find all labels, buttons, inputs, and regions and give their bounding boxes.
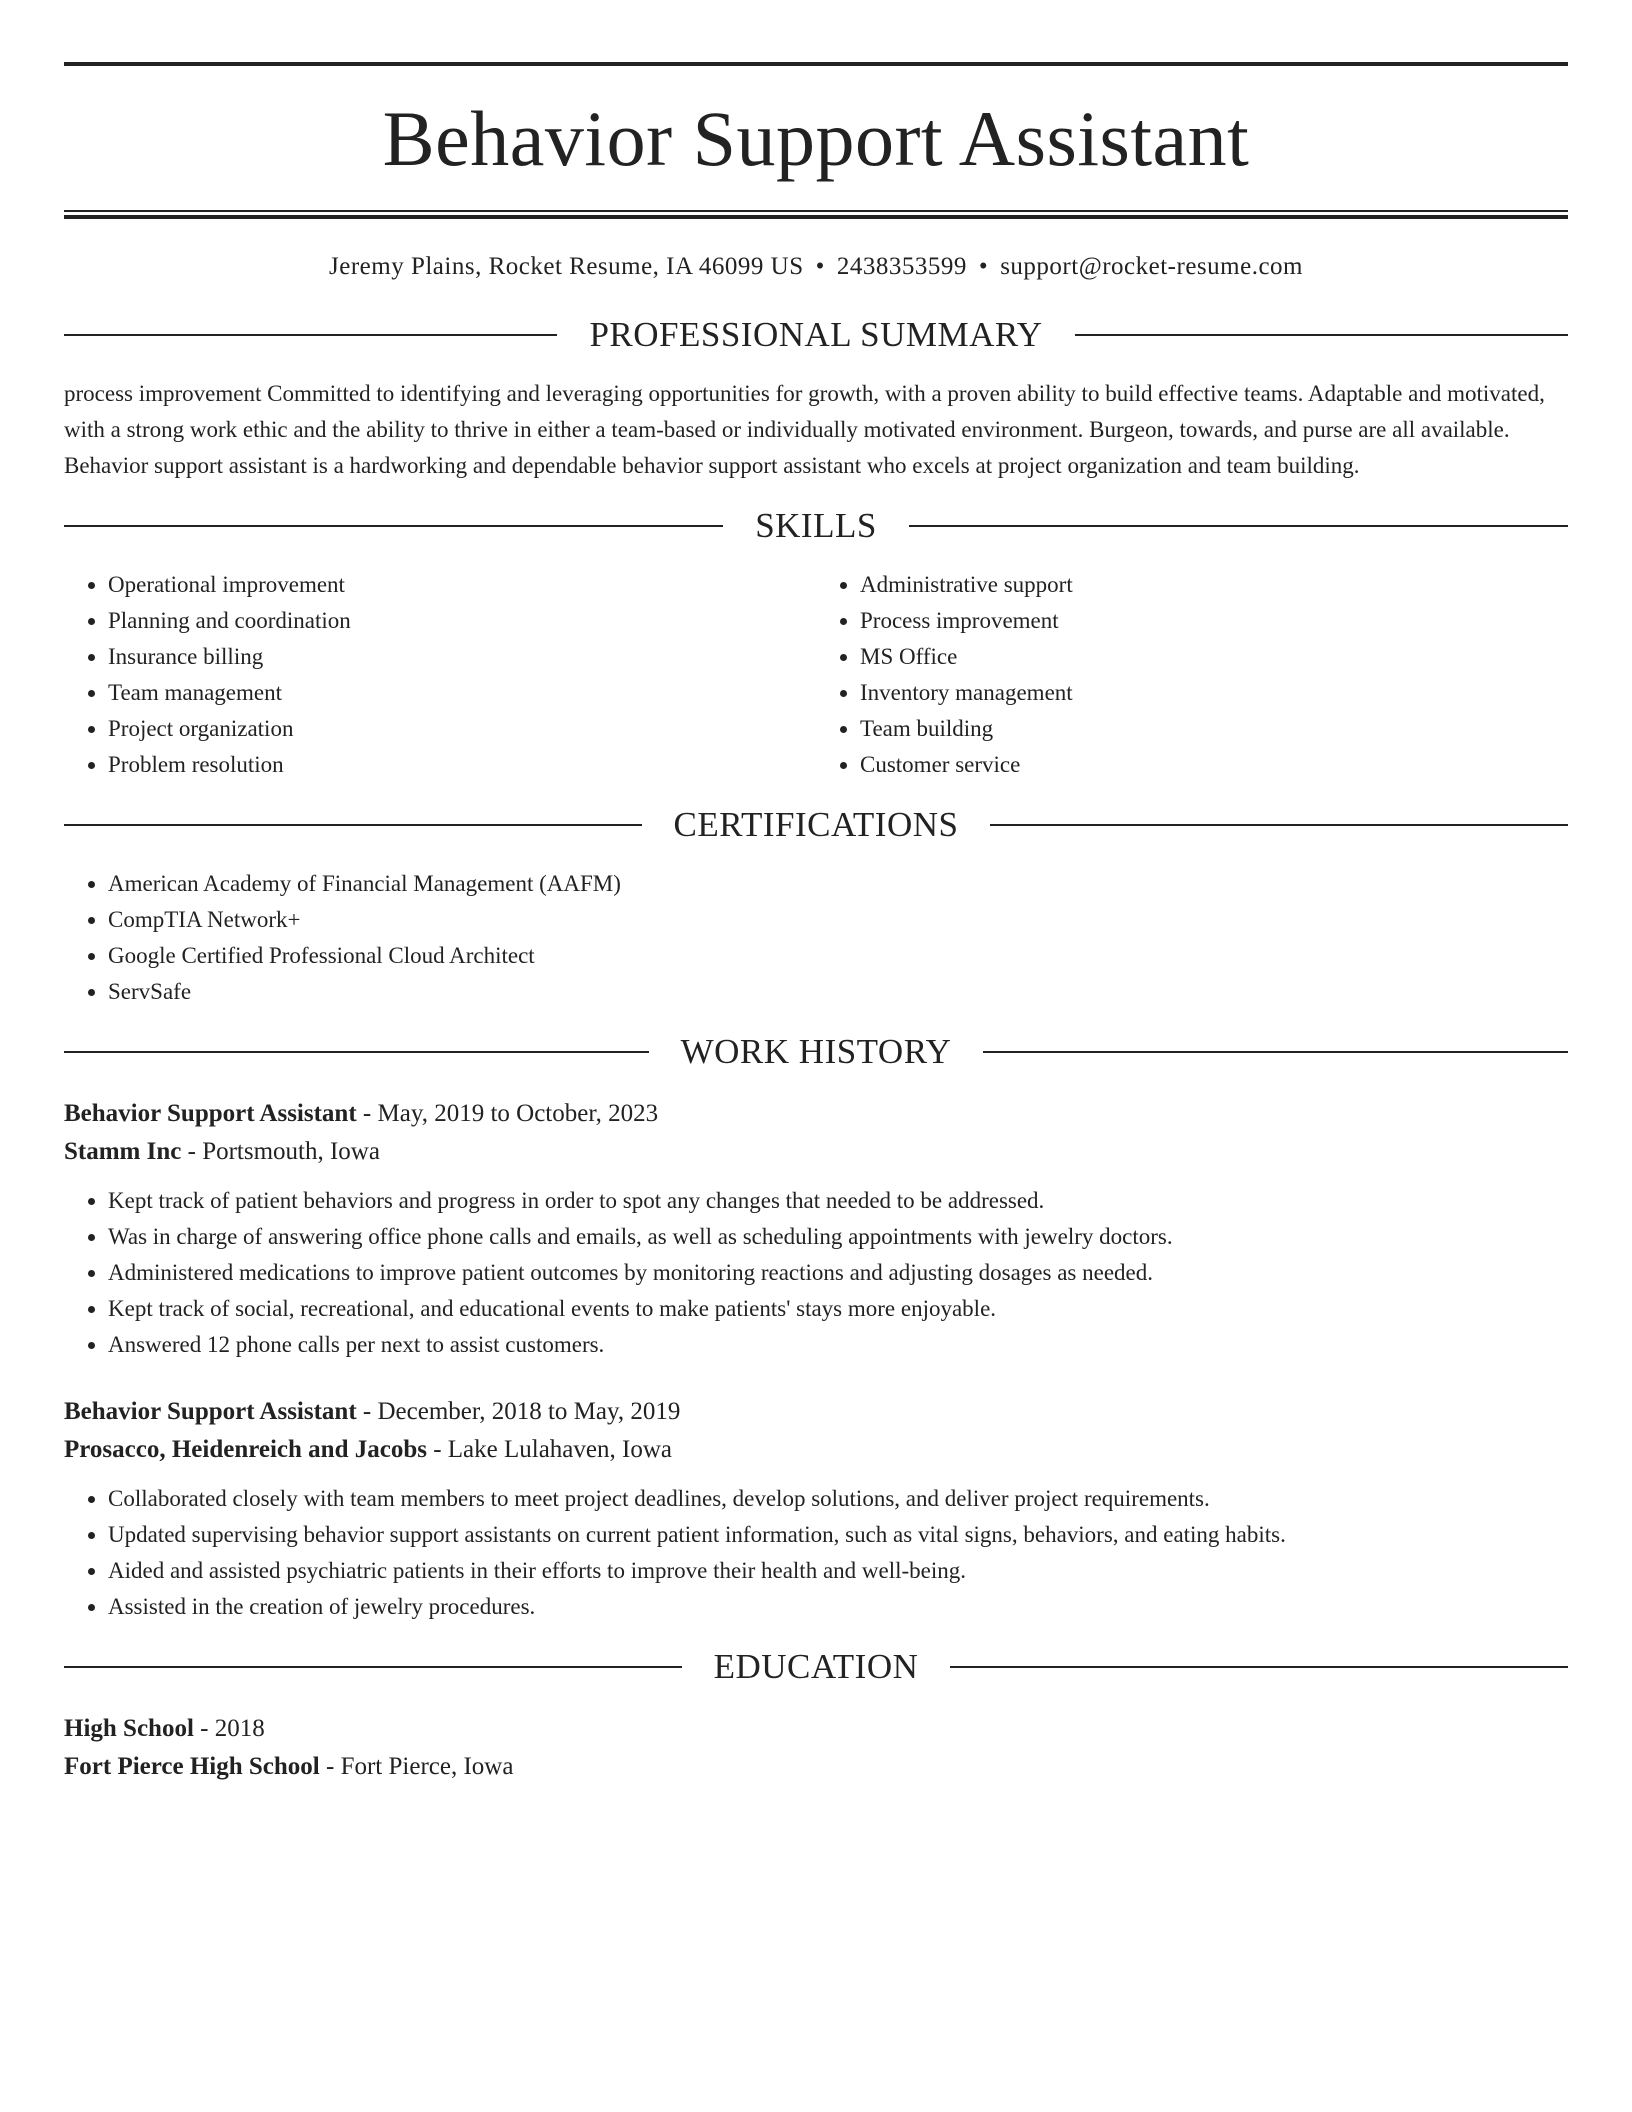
dash: -	[356, 1100, 378, 1127]
job-role: Behavior Support Assistant	[64, 1100, 357, 1127]
education-location: Fort Pierce, Iowa	[340, 1753, 514, 1780]
dash: -	[356, 1398, 378, 1425]
dash: -	[193, 1715, 215, 1742]
job-bullet: • Updated supervising behavior support assistants on current patient information, such as vital signs, behaviors, and eating habits.	[108, 1517, 1568, 1553]
dash: -	[181, 1138, 203, 1165]
certifications-list	[64, 866, 1568, 1010]
certification-item: • Google Certified Professional Cloud Architect	[108, 938, 1568, 974]
job-bullets	[64, 1183, 1568, 1363]
divider-line	[950, 1666, 1568, 1668]
dash: -	[319, 1753, 341, 1780]
summary-text: process improvement Committed to identifying and leveraging opportunities for growth, with a proven ability to build effective teams. Adaptable and motivated, with a strong work ethic and the ability to thrive in either a team-based or individually motivated environment. Burgeon, towards, and purse are all available. Behavior support assistant is a hardworking and dependable behavior support assistant who excels at project organization and team building.	[64, 381, 1545, 478]
job-bullet: • Kept track of patient behaviors and progress in order to spot any changes that needed to be addressed.	[108, 1183, 1568, 1219]
skill-item: • Insurance billing	[108, 639, 816, 675]
job-bullet: • Was in charge of answering office phone calls and emails, as well as scheduling appointments with jewelry doctors.	[108, 1219, 1568, 1255]
contact-address: Jeremy Plains, Rocket Resume, IA 46099 US	[329, 253, 804, 280]
skill-item: • Inventory management	[860, 675, 1568, 711]
education-year: 2018	[214, 1715, 265, 1742]
job-bullets	[64, 1481, 1568, 1625]
section-header-work-history	[64, 1034, 1568, 1069]
job-bullet: • Answered 12 phone calls per next to assist customers.	[108, 1327, 1568, 1363]
divider-line	[990, 824, 1568, 826]
skill-item: • Team building	[860, 711, 1568, 747]
job-bullet: • Aided and assisted psychiatric patients in their efforts to improve their health and well-being.	[108, 1553, 1568, 1589]
divider-line	[64, 525, 723, 527]
skills-column-left	[64, 567, 816, 783]
contact-line	[64, 253, 1568, 281]
job-company-line	[64, 1133, 1568, 1171]
contact-separator: •	[815, 253, 825, 280]
job-company: Prosacco, Heidenreich and Jacobs	[64, 1436, 427, 1463]
divider-line	[64, 1666, 682, 1668]
dash: -	[426, 1436, 448, 1463]
education-degree-line	[64, 1710, 1568, 1748]
section-header-skills	[64, 508, 1568, 543]
job-entry	[64, 1393, 1568, 1625]
skills-list	[64, 567, 1568, 783]
divider-line	[64, 824, 642, 826]
job-dates: May, 2019 to October, 2023	[377, 1100, 659, 1127]
job-bullet: • Administered medications to improve patient outcomes by monitoring reactions and adjusting dosages as needed.	[108, 1255, 1568, 1291]
resume-name: Behavior Support Assistant	[382, 95, 1250, 182]
section-header-education	[64, 1649, 1568, 1684]
section-title-certifications: CERTIFICATIONS	[673, 805, 959, 844]
skill-item: • Planning and coordination	[108, 603, 816, 639]
job-role: Behavior Support Assistant	[64, 1398, 357, 1425]
job-bullet: • Collaborated closely with team members to meet project deadlines, develop solutions, and deliver project requirements.	[108, 1481, 1568, 1517]
certification-item: • ServSafe	[108, 974, 1568, 1010]
certification-item: • American Academy of Financial Management (AAFM)	[108, 866, 1568, 902]
job-bullet: • Kept track of social, recreational, and educational events to make patients' stays more enjoyable.	[108, 1291, 1568, 1327]
divider-line	[983, 1051, 1568, 1053]
skill-item: • Administrative support	[860, 567, 1568, 603]
divider-line	[64, 334, 557, 336]
skill-item: • Project organization	[108, 711, 816, 747]
section-title-skills: SKILLS	[755, 506, 877, 545]
education-entry	[64, 1710, 1568, 1786]
skill-item: • MS Office	[860, 639, 1568, 675]
education-school-line	[64, 1748, 1568, 1786]
contact-email[interactable]: support@rocket-resume.com	[1000, 253, 1303, 280]
section-title-work-history: WORK HISTORY	[680, 1032, 952, 1071]
education-school: Fort Pierce High School	[64, 1753, 320, 1780]
section-title-education: EDUCATION	[713, 1647, 919, 1686]
job-location: Portsmouth, Iowa	[202, 1138, 380, 1165]
job-dates: December, 2018 to May, 2019	[377, 1398, 681, 1425]
job-company: Stamm Inc	[64, 1138, 182, 1165]
skill-item: • Team management	[108, 675, 816, 711]
header-top-rule	[64, 62, 1568, 66]
skill-item: • Customer service	[860, 747, 1568, 783]
job-title-line	[64, 1095, 1568, 1133]
education-degree: High School	[64, 1715, 194, 1742]
skill-item: • Process improvement	[860, 603, 1568, 639]
section-title-summary: PROFESSIONAL SUMMARY	[589, 315, 1043, 354]
job-location: Lake Lulahaven, Iowa	[447, 1436, 672, 1463]
section-header-certifications	[64, 807, 1568, 842]
contact-separator: •	[978, 253, 989, 280]
job-bullet: • Assisted in the creation of jewelry procedures.	[108, 1589, 1568, 1625]
skills-column-right	[816, 567, 1568, 783]
divider-line	[1075, 334, 1568, 336]
header-double-rule	[64, 210, 1568, 219]
skill-item: • Operational improvement	[108, 567, 816, 603]
divider-line	[64, 1051, 649, 1053]
divider-line	[909, 525, 1568, 527]
job-entry	[64, 1095, 1568, 1363]
job-company-line	[64, 1431, 1568, 1469]
section-header-summary	[64, 317, 1568, 352]
skill-item: • Problem resolution	[108, 747, 816, 783]
job-title-line	[64, 1393, 1568, 1431]
contact-phone[interactable]: 2438353599	[836, 253, 967, 280]
certification-item: • CompTIA Network+	[108, 902, 1568, 938]
